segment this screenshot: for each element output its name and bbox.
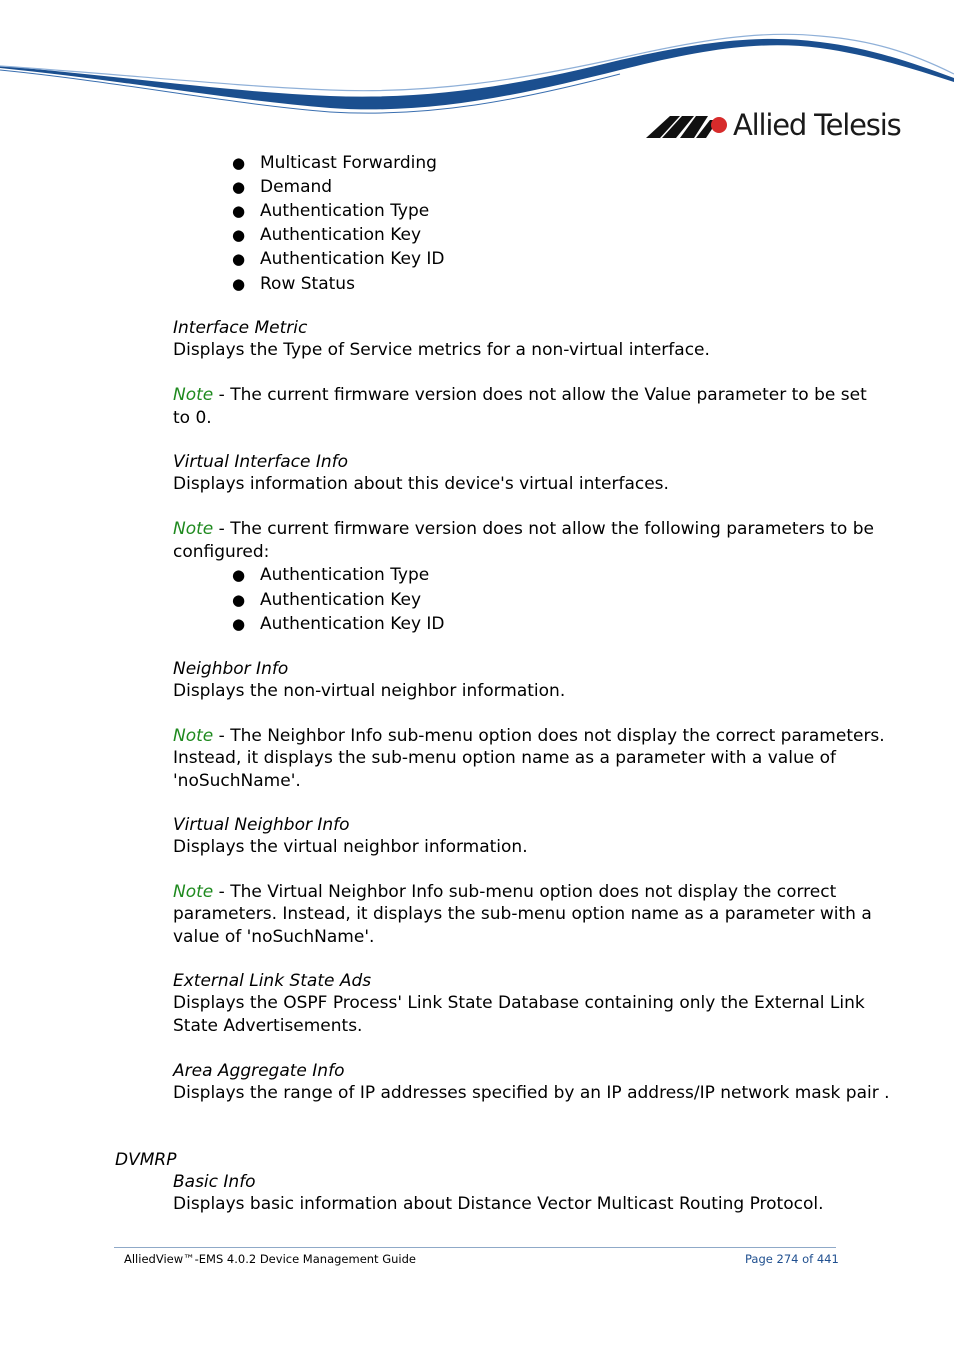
note-continued: to 0.	[173, 408, 212, 428]
list-item: ● Authentication Type	[232, 201, 430, 221]
section-title-virtual-interface-info: Virtual Interface Info	[173, 452, 349, 472]
section-desc: Displays the Type of Service metrics for a non-virtual interface.	[173, 340, 710, 360]
list-item: ● Authentication Key ID	[232, 614, 445, 634]
note-label: Note	[173, 726, 214, 746]
section-desc: Displays information about this device's virtual interfaces.	[173, 474, 669, 494]
note-continued: 'noSuchName'.	[173, 771, 301, 791]
section-desc: Displays the non-virtual neighbor information.	[173, 681, 566, 701]
note-label: Note	[173, 519, 214, 539]
list-item: ● Row Status	[232, 274, 355, 294]
section-title-area-aggregate-info: Area Aggregate Info	[173, 1061, 345, 1081]
note-continued: parameters. Instead, it displays the sub-menu option name as a parameter with a	[173, 904, 872, 924]
note-label: Note	[173, 882, 214, 902]
section-title-external-link-state-ads: External Link State Ads	[173, 971, 372, 991]
list-item: ● Multicast Forwarding	[232, 153, 437, 173]
list-item: ● Demand	[232, 177, 333, 197]
logo-text: Allied Telesis	[733, 108, 901, 142]
section-title-dvmrp: DVMRP	[115, 1150, 177, 1170]
list-item: ● Authentication Key	[232, 225, 422, 245]
section-title-interface-metric: Interface Metric	[173, 318, 308, 338]
section-desc: Displays the virtual neighbor information.	[173, 837, 528, 857]
section-desc: Displays the range of IP addresses specified by an IP address/IP network mask pair .	[173, 1083, 890, 1103]
footer-divider	[114, 1247, 836, 1248]
section-desc: Displays the OSPF Process' Link State Database containing only the External Link	[173, 993, 865, 1013]
note: Note - The Neighbor Info sub-menu option does not display the correct parameters.	[173, 726, 885, 746]
note-label: Note	[173, 385, 214, 405]
footer-doc-title: AlliedView™-EMS 4.0.2 Device Management Guide	[124, 1252, 416, 1266]
subsection-title-basic-info: Basic Info	[173, 1172, 256, 1192]
note-continued: configured:	[173, 542, 270, 562]
list-item: ● Authentication Key	[232, 590, 422, 610]
note: Note - The Virtual Neighbor Info sub-menu option does not display the correct	[173, 882, 837, 902]
list-item: ● Authentication Type	[232, 565, 430, 585]
section-desc: Displays basic information about Distance Vector Multicast Routing Protocol.	[173, 1194, 824, 1214]
section-title-virtual-neighbor-info: Virtual Neighbor Info	[173, 815, 350, 835]
section-desc-continued: State Advertisements.	[173, 1016, 363, 1036]
section-title-neighbor-info: Neighbor Info	[173, 659, 289, 679]
note-continued: Instead, it displays the sub-menu option name as a parameter with a value of	[173, 748, 836, 768]
note-continued: value of 'noSuchName'.	[173, 927, 375, 947]
list-item: ● Authentication Key ID	[232, 249, 445, 269]
footer-page-number: Page 274 of 441	[745, 1252, 839, 1266]
note: Note - The current firmware version does not allow the Value parameter to be set	[173, 385, 867, 405]
note: Note - The current firmware version does not allow the following parameters to be	[173, 519, 874, 539]
